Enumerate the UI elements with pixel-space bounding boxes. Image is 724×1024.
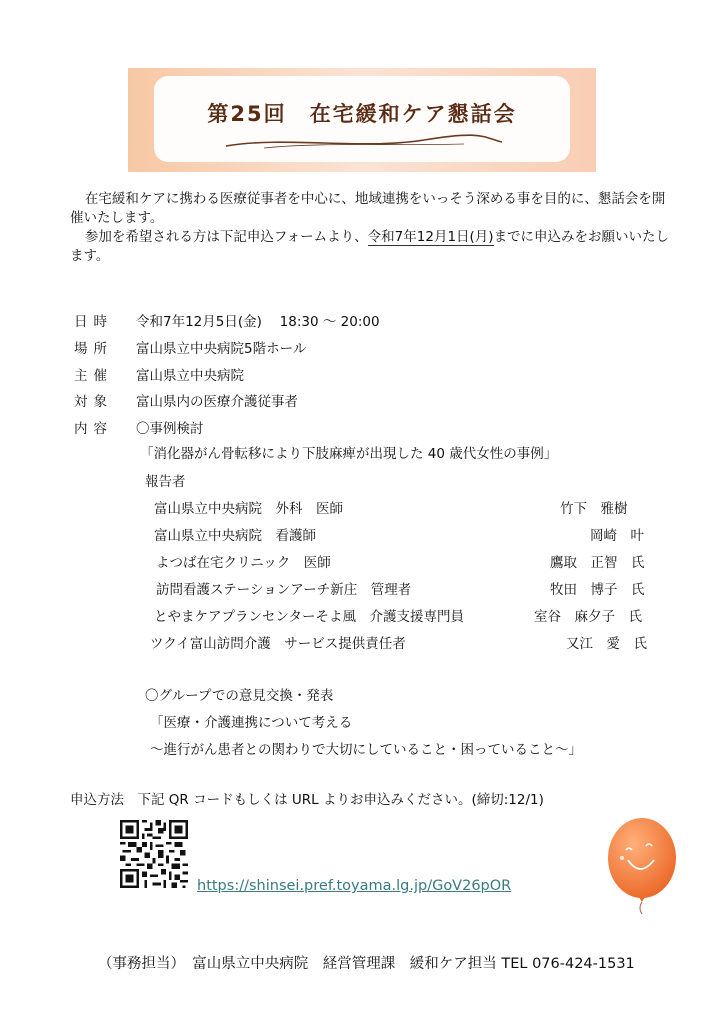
info-label-host: 主催	[74, 368, 113, 384]
qr-code-icon[interactable]	[120, 820, 188, 888]
title-card	[154, 76, 570, 162]
info-label-place: 場所	[74, 341, 113, 357]
footer-contact: （事務担当） 富山県立中央病院 経営管理課 緩和ケア担当 TEL 076-424-1531	[98, 956, 635, 972]
balloon-mascot-icon	[604, 814, 680, 914]
reporter-affiliation: ツクイ富山訪問介護 サービス提供責任者	[150, 636, 406, 652]
info-label-content: 内容	[74, 421, 113, 437]
group-theme: 「医療・介護連携について考える	[150, 715, 353, 731]
info-value-target: 富山県内の医療介護従事者	[136, 394, 298, 410]
reporter-affiliation: とやまケアプランセンターそよ風 介護支援専門員	[154, 609, 464, 625]
reporter-name: 室谷 麻夕子 氏	[534, 609, 642, 625]
intro-paragraph-2	[70, 228, 670, 266]
deadline-date: 令和7年12月1日(月)	[367, 229, 494, 245]
info-value-host: 富山県立中央病院	[136, 368, 244, 384]
reporter-name: 牧田 博子 氏	[550, 582, 645, 598]
intro-paragraph-1: 在宅緩和ケアに携わる医療従事者を中心に、地域連携をいっそう深める事を目的に、懇話会を開催いたします。	[70, 191, 666, 226]
reporter-affiliation: よつば在宅クリニック 医師	[156, 555, 331, 571]
info-label-target: 対象	[74, 394, 113, 410]
group-subtheme: ～進行がん患者との関わりで大切にしていること・困っていること～」	[150, 742, 582, 758]
reporter-name: 岡崎 叶	[590, 528, 644, 544]
reporter-name: 又江 愛 氏	[566, 636, 647, 652]
title-banner	[128, 68, 596, 172]
intro-text	[70, 190, 670, 266]
page-title: 第25回 在宅緩和ケア懇話会	[207, 102, 517, 126]
info-value-place: 富山県立中央病院5階ホール	[136, 341, 307, 357]
intro-p2-before: 参加を希望される方は下記申込フォームより、	[84, 229, 368, 245]
info-row-date	[74, 310, 380, 330]
reporter-name: 鷹取 正智 氏	[550, 555, 645, 571]
swash-decoration-icon	[224, 132, 504, 152]
info-row-content	[74, 417, 204, 437]
apply-method: 申込方法 下記 QR コードもしくは URL よりお申込みください。(締切:12/1)	[70, 792, 544, 808]
reporter-name: 竹下 雅樹	[560, 501, 628, 517]
intro-p2-after: までに申込みをお願いいたします。	[70, 229, 670, 264]
info-value-content: 〇事例検討	[136, 421, 204, 437]
info-row-place	[74, 337, 306, 357]
case-title: 「消化器がん骨転移により下肢麻痺が出現した 40 歳代女性の事例」	[140, 446, 558, 462]
info-row-host	[74, 364, 244, 384]
info-value-date: 令和7年12月5日(金) 18:30 ～ 20:00	[136, 314, 380, 330]
info-row-target	[74, 390, 298, 410]
info-label-date: 日時	[74, 314, 113, 330]
group-title: 〇グループでの意見交換・発表	[145, 688, 334, 704]
reporter-affiliation: 富山県立中央病院 看護師	[154, 528, 316, 544]
reporters-label: 報告者	[145, 474, 186, 490]
reporter-affiliation: 富山県立中央病院 外科 医師	[154, 501, 343, 517]
reporter-affiliation: 訪問看護ステーションアーチ新庄 管理者	[156, 582, 412, 598]
apply-url-link[interactable]: https://shinsei.pref.toyama.lg.jp/GoV26pOR	[197, 878, 512, 894]
